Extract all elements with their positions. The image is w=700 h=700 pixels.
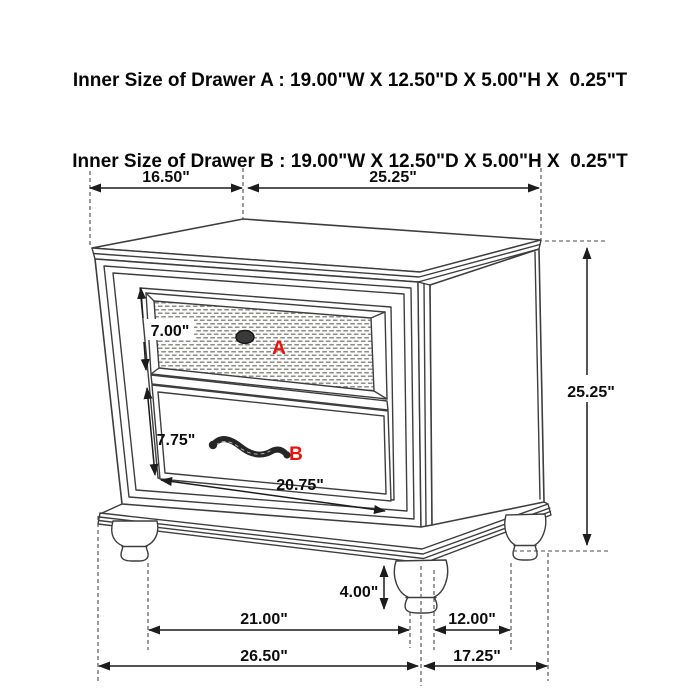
drawer-b-inner-size-note: Inner Size of Drawer B : 19.00"W X 12.50"D X 5.00"H X 0.25"T bbox=[72, 151, 628, 172]
drawer-a-knob bbox=[236, 331, 254, 344]
side-panel bbox=[430, 249, 544, 525]
front-left-foot bbox=[112, 521, 158, 561]
drawer-b-label: B bbox=[289, 444, 303, 465]
nightstand-line-art bbox=[92, 219, 551, 613]
back-right-foot bbox=[505, 514, 546, 560]
dim-label-foot-height: 4.00" bbox=[339, 584, 379, 601]
dim-label-side-leg-spacing: 12.00" bbox=[448, 611, 496, 628]
dim-label-drawer-b-width: 20.75" bbox=[276, 477, 324, 494]
dim-label-front-leg-spacing: 21.00" bbox=[240, 611, 288, 628]
dim-label-drawer-a-height: 7.00" bbox=[150, 323, 190, 340]
drawer-a-inner-size-note: Inner Size of Drawer A : 19.00"W X 12.50"D X 5.00"H X 0.25"T bbox=[72, 70, 628, 91]
drawer-inner-size-notes bbox=[0, 13, 700, 229]
dim-label-overall-height: 25.25" bbox=[567, 384, 615, 401]
dim-label-overall-width: 26.50" bbox=[240, 648, 288, 665]
dim-label-top-width: 16.50" bbox=[142, 169, 190, 186]
drawer-a-label: A bbox=[272, 338, 286, 359]
dim-label-top-depth: 25.25" bbox=[369, 169, 417, 186]
dim-label-drawer-b-height: 7.75" bbox=[156, 432, 196, 449]
dim-label-overall-depth: 17.25" bbox=[453, 648, 501, 665]
